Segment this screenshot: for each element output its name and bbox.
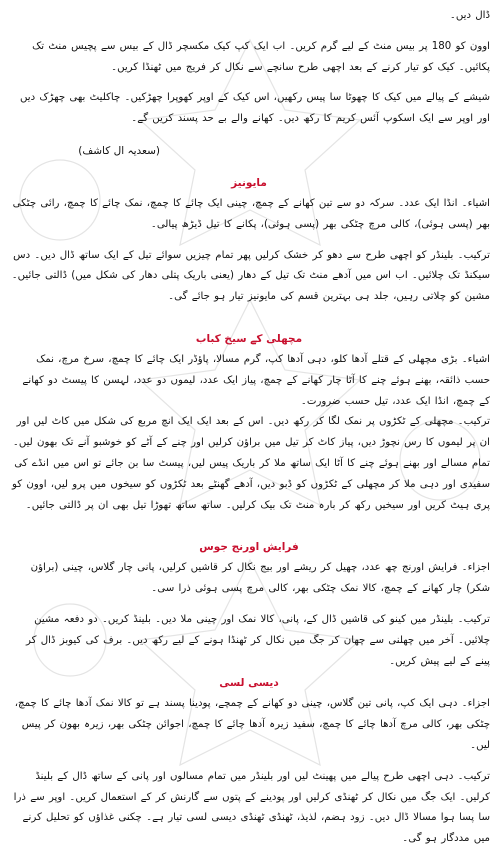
- mayonnaise-ingredients: اشیاء۔ انڈا ایک عدد۔ سرکہ دو سے تین کھانے کے چمچ، چینی ایک چائے کا چمچ، نمک چائے کا چمچ، رائی چٹکی بھر (پسی ہوئی)، کالی مرچ چٹکی بھر (پسی ہوئی)، پکانے کا تیل ڈیڑھ پیالی۔: [12, 197, 490, 230]
- lassi-ingredients: اجزاء۔ دہی ایک کپ، پانی تین گلاس، چینی دو کھانے کے چمچے، پودینا پسند ہے تو کالا نمک آدھا چائے کا چمچ، چٹکی بھر، کالی مرچ آدھا چائے کا چمچ، سفید زیرہ آدھا چائے کا چمچ، اجوائن چٹکی بھر، زیرہ بھون کر پیس لیں۔: [14, 698, 490, 751]
- intro-paragraph-2: اوون کو 180 پر بیس منٹ کے لیے گرم کریں۔ اب ایک کپ کیک مکسچر ڈال کے بیس سے پچیس منٹ تک پکائیں۔ کیک کو تیار کرنے کے بعد اچھی طرح سانچے سے نکال کر فریج میں ٹھنڈا کریں۔: [32, 40, 490, 73]
- mayonnaise-method: ترکیب۔ بلینڈر کو اچھی طرح سے دھو کر خشک کرلیں پھر تمام چیزیں سوائے تیل کے ایک ساتھ ڈال دیں۔ دس سیکنڈ تک چلائیں۔ اب اس میں آدھے منٹ تک تیل کے دھار (یعنی باریک پتلی دھار کی شکل میں) ڈالتی جائیں۔ مشین کو چلاتی رہیں، جلد ہی بہترین قسم کی مایونیز تیار ہو جائے گی۔: [11, 249, 490, 303]
- article: [8, 6, 490, 850]
- intro-line-1: ڈال دیں۔: [449, 10, 490, 21]
- fish-kebab-method: ترکیب۔ مچھلی کے ٹکڑوں پر نمک لگا کر رکھ دیں۔ اس کے بعد ایک ایک انچ مربع کی شکل میں کاٹ لیں اور ان پر لیموں کا رس نچوڑ دیں، پیاز کاٹ کر تیل میں براؤن کرلیں اور چنے کے آٹے کو خوشبو آنے تک بھون لیں۔ تمام مسالے اور بھنے ہوئے چنے کا آٹا ایک ساتھ ملا کر باریک پیس لیں، پیسٹ سا بن جائے تو اس میں انڈے کی سفیدی اور دہی ملا کر مچھلی کے ٹکڑوں کو ڈبو دیں، آدھے گھنٹے بعد ٹکڑوں کو سیخوں میں پرو لیں، اوون کو پری ہیٹ کریں اور سیخیں رکھ کر بارہ منٹ تک بیک کرلیں۔ ساتھ ساتھ تھوڑا تیل بھی ان پر ڈالتی جائیں۔: [12, 416, 490, 511]
- orange-juice-ingredients: اجزاء۔ فرایش اورنج چھ عدد، چھیل کر ریشے اور بیج نکال کر قاشیں کرلیں، پانی چار گلاس، چینی (براؤن شکر) چار کھانے کے چمچ، کالا نمک چٹکی بھر، کالی مرچ پسی ہوئی ذرا سی۔: [30, 562, 490, 595]
- orange-juice-method: ترکیب۔ بلینڈر میں کینو کی قاشیں ڈال کے، پانی، کالا نمک اور چینی ملا دیں۔ بلینڈ کریں۔ دو دفعہ مشین چلائیں۔ آخر میں چھلنی سے چھان کر جگ میں نکال کر ٹھنڈا ہونے کے لیے رکھ دیں۔ برف کی کیوبز ڈال کر پینے کے لیے پیش کریں۔: [25, 613, 490, 667]
- author-byline: (سعدیہ ال کاشف): [78, 144, 160, 157]
- section-title-orange-juice: فرایش اورنج جوس: [199, 541, 299, 554]
- section-title-desi-lassi: دیسی لسی: [219, 677, 279, 690]
- section-title-mayonnaise: مایونیز: [231, 176, 267, 189]
- fish-kebab-ingredients: اشیاء۔ بڑی مچھلی کے قتلے آدھا کلو، دہی آدھا کپ، گرم مسالا، پاؤڈر ایک چائے کا چمچ، سرخ مرچ، نمک حسب ذائقہ، بھنے ہوئے چنے کا آٹا چار کھانے کے چمچ، پیاز ایک عدد، لیموں دو عدد، لہسن کا پیسٹ دو کھانے کے چمچ، انڈا ایک عدد، تیل حسب ضرورت۔: [22, 353, 490, 407]
- section-title-fish-kebab: مچھلی کے سیخ کباب: [195, 332, 303, 345]
- lassi-method: ترکیب۔ دہی اچھی طرح پیالے میں پھینٹ لیں اور بلینڈر میں تمام مسالوں اور پانی کے ساتھ ڈال کے بلینڈ کرلیں۔ ایک جگ میں نکال کر ٹھنڈی کرلیں اور پودینے کے پتوں سے گارنش کر کے استعمال کریں۔ اوپر سے ذرا سا پسا ہوا مسالا ڈال دیں۔ زود ہضم، لذیذ، ٹھنڈی ٹھنڈی دیسی لسی تیار ہے۔ چکنی غذاؤں کو تحلیل کرنے میں مددگار ہو گی۔: [13, 770, 490, 845]
- intro-paragraph-3: شیشے کے پیالے میں کیک کا چھوٹا سا پیس رکھیں، اس کیک کے اوپر کھوپرا چھڑکیں۔ چاکلیٹ بھی چھڑک دیں اور اوپر سے ایک اسکوپ آئس کریم کا رکھ دیں۔ کھانے والے بے حد پسند کریں گے۔: [20, 92, 490, 125]
